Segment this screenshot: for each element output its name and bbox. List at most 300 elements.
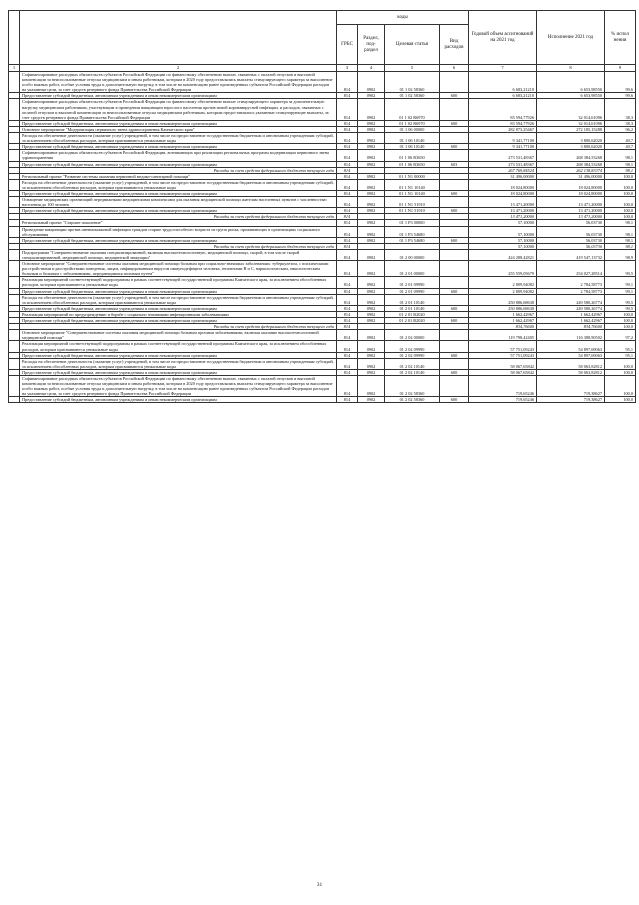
grbs-cell: 814 [337,261,358,277]
item-name-cell: Софинансирование расходных обязательств субъектов Российской Федерации по финансовому обеспечению выплат, связанных с оплатой отпусков и выплатой компенсации за неиспользованные отпуска медицинским и иным работникам, которым в 2020 году предоставлялись выплаты стимулирующего характера за выполнение особо важных работ, особые условия труда и дополнительную нагрузку, в том числе на компенсацию ранее произведенных субъектом Российской Федерации расходов на указанные цели, за счет средств резервного фонда Правительства Российской Федерации [20,375,337,396]
target-article-cell: 01 1 P3 00000 [385,220,440,226]
annual-amount-cell: 31 496,00000 [469,173,537,179]
row-number-cell [9,249,20,260]
item-name-cell: Основное мероприятие "Совершенствование системы оказания медицинской помощи больным при социально-значимых заболеваниях: туберкулезом, с психическими расстройствами и расстройствами поведения, лицам, инфицированным вирусом иммунодефицита человека, гепатитами В и С, наркологическим, онкологическим больным и больным с заболеваниями, передающимися половым путем" [20,261,337,277]
grbs-cell: 814 [337,288,358,294]
expense-type-cell [440,277,469,288]
table-row [9,150,636,161]
percent-cell: 95,1 [605,352,636,358]
annual-amount-cell: 250 886,68630 [469,305,537,311]
grbs-cell: 814 [337,190,358,196]
percent-cell: 100,0 [605,318,636,324]
item-name-cell: Основное мероприятие "Модернизация первичного звена здравоохранения Камчатского края" [20,126,337,132]
section-cell: 0902 [358,197,385,208]
execution-amount-cell: 54 897,69063 [537,341,605,352]
percent-cell: 38,3 [605,120,636,126]
target-article-cell: 01 1 06 10140 [385,144,440,150]
section-cell: 0902 [358,161,385,167]
row-number-cell [9,277,20,288]
annual-amount-cell: 273 531,48367 [469,150,537,161]
percent-cell: 100,0 [605,358,636,369]
item-name-cell: Основное мероприятие "Совершенствование системы оказания медицинской помощи больным прочими заболеваниями, включая оказание высокотехнологичной медицинской помощи" [20,330,337,341]
execution-amount-cell: 31 496,00000 [537,173,605,179]
expense-type-cell: 600 [440,190,469,196]
column-number: 9 [605,65,636,72]
grbs-cell: 814 [337,197,358,208]
target-article-cell: 01 1 06 R3650 [385,150,440,161]
target-article-cell: 01 2 01 R2020 [385,311,440,317]
section-cell: 0902 [358,369,385,375]
row-number-cell [9,358,20,369]
target-article-cell: 01 2 01 09990 [385,277,440,288]
expense-type-cell [440,341,469,352]
percent-cell: 100,0 [605,369,636,375]
target-article-cell: 01 1 02 R6970 [385,120,440,126]
annual-amount-cell: 13 471,20000 [469,214,537,220]
grbs-cell: 814 [337,305,358,311]
expense-type-cell: 600 [440,305,469,311]
row-number-cell [9,72,20,93]
target-article-cell: 01 2 01 10140 [385,294,440,305]
annual-amount-cell: 6 683,21210 [469,93,537,99]
expense-type-cell [440,99,469,120]
item-name-cell: Софинансирование расходных обязательств субъектов Российской Федерации, возникающих при реализации региональных программ модернизации первичного звена здравоохранения [20,150,337,161]
table-row [9,294,636,305]
header-annual: Годовой объем ассигнований на 2021 год [469,11,537,65]
header-execution: Исполнение 2021 год [537,11,605,65]
percent-cell: 99,6 [605,72,636,93]
row-number-cell [9,133,20,144]
item-name-cell: Предоставление субсидий бюджетным, автономным учреждениям и иным некоммерческим организациям [20,144,337,150]
grbs-cell: 814 [337,249,358,260]
target-article-cell: 01 2 01 10140 [385,305,440,311]
annual-amount-cell: 9 341,77100 [469,133,537,144]
grbs-cell: 814 [337,144,358,150]
item-name-cell: Предоставление субсидий бюджетным, автономным учреждениям и иным некоммерческим организациям [20,305,337,311]
percent-cell: 95,1 [605,341,636,352]
table-row [9,249,636,260]
section-cell: 0902 [358,330,385,341]
annual-amount-cell: 719,65246 [469,375,537,396]
annual-amount-cell: 119 798,42405 [469,330,537,341]
table-row [9,397,636,403]
annual-amount-cell: 2 809,94082 [469,288,537,294]
target-article-cell: 01 1 02 58360 [385,93,440,99]
item-name-cell: Реализация мероприятий соответствующей подпрограммы в рамках соответствующей государственной программы Камчатского края, за исключением обособленных расходов, которым присваиваются уникальные коды [20,277,337,288]
target-article-cell: 01 2 01 00000 [385,261,440,277]
execution-amount-cell: 6 653,98550 [537,72,605,93]
execution-amount-cell: 13 471,20000 [537,214,605,220]
item-name-cell: Региональный проект "Развитие системы оказания первичной медико-санитарной помощи" [20,173,337,179]
execution-amount-cell: 249 580,26774 [537,305,605,311]
percent-cell: 98,1 [605,237,636,243]
header-grbs: ГРБС [337,25,358,65]
section-cell: 0902 [358,179,385,190]
percent-cell: 99,5 [605,294,636,305]
section-cell: 0902 [358,288,385,294]
percent-cell: 96,2 [605,126,636,132]
annual-amount-cell: 13 471,20000 [469,197,537,208]
section-cell: 0902 [358,226,385,237]
percent-cell: 98,1 [605,161,636,167]
page-number: 31 [316,882,323,888]
execution-amount-cell: 56,03730 [537,237,605,243]
item-name-cell: Предоставление субсидий бюджетным, автономным учреждениям и иным некоммерческим организациям [20,397,337,403]
section-cell: 0902 [358,311,385,317]
execution-amount-cell: 2 784,58773 [537,277,605,288]
item-name-cell: Расходы на обеспечение деятельности (оказание услуг) учреждений, в том числе на предоставление государственным бюджетным и автономным учреждениям субсидий, за исключением обособленных расходов, которым присваиваются уникальные коды [20,133,337,144]
expense-type-cell: 600 [440,237,469,243]
execution-amount-cell: 419 547,13732 [537,249,605,260]
target-article-cell: 01 1 06 R3650 [385,161,440,167]
percent-cell: 98,1 [605,150,636,161]
grbs-cell: 814 [337,120,358,126]
annual-amount-cell: 2 809,94082 [469,277,537,288]
target-article-cell: 01 1 N1 00000 [385,173,440,179]
item-name-cell: Расходы на обеспечение деятельности (оказание услуг) учреждений, в том числе на предоставление государственным бюджетным и автономным учреждениям субсидий, за исключением обособленных расходов, которым присваиваются уникальные коды [20,294,337,305]
target-article-cell: 01 1 06 00000 [385,126,440,132]
execution-amount-cell: 719,38627 [537,375,605,396]
section-cell: 0902 [358,190,385,196]
grbs-cell: 814 [337,161,358,167]
column-number: 3 [337,65,358,72]
section-cell: 0902 [358,318,385,324]
row-number-cell [9,179,20,190]
item-name-cell: Предоставление субсидий бюджетным, автономным учреждениям и иным некоммерческим организациям [20,190,337,196]
table-row [9,277,636,288]
table-row [9,226,636,237]
grbs-cell: 814 [337,99,358,120]
execution-amount-cell: 834,76600 [537,324,605,330]
annual-amount-cell: 267 769,84524 [469,167,537,173]
grbs-cell: 814 [337,397,358,403]
expense-type-cell [440,294,469,305]
annual-amount-cell: 57,10000 [469,237,537,243]
execution-amount-cell: 56,03730 [537,243,605,249]
execution-amount-cell: 262 138,83374 [537,167,605,173]
percent-cell: 99,5 [605,305,636,311]
annual-amount-cell: 57,10000 [469,220,537,226]
annual-amount-cell: 57,10000 [469,243,537,249]
expense-type-cell [440,358,469,369]
percent-cell: 100,0 [605,324,636,330]
percent-cell: 97,2 [605,330,636,341]
grbs-cell: 814 [337,341,358,352]
expense-type-cell [440,179,469,190]
grbs-cell: 814 [337,214,358,220]
item-name-cell: Расходы за счет средств федерального бюджета текущего года [20,167,337,173]
percent-cell: 38,3 [605,99,636,120]
grbs-cell: 814 [337,133,358,144]
execution-amount-cell: 268 384,53268 [537,161,605,167]
grbs-cell: 814 [337,330,358,341]
annual-amount-cell: 18 024,80000 [469,190,537,196]
expense-type-cell [440,133,469,144]
header-target: Целевая статья [385,25,440,65]
item-name-cell: Проведение вакцинации против пневмококковой инфекции граждан старше трудоспособного возраста из групп риска, проживающих в организациях социального обслуживания [20,226,337,237]
percent-cell: 100,0 [605,173,636,179]
grbs-cell: 814 [337,369,358,375]
annual-amount-cell: 58 067,65842 [469,369,537,375]
grbs-cell: 814 [337,237,358,243]
percent-cell: 100,0 [605,311,636,317]
grbs-cell: 814 [337,226,358,237]
table-row [9,358,636,369]
percent-cell: 100,0 [605,397,636,403]
item-name-cell: Предоставление субсидий бюджетным, автономным учреждениям и иным некоммерческим организациям [20,288,337,294]
execution-amount-cell: 56,03730 [537,220,605,226]
execution-amount-cell: 268 384,53268 [537,150,605,161]
item-name-cell: Предоставление субсидий бюджетным, автономным учреждениям и иным некоммерческим организациям [20,93,337,99]
execution-amount-cell: 32 014,61096 [537,120,605,126]
percent-cell: 98,1 [605,226,636,237]
target-article-cell: 01 2 02 58360 [385,375,440,396]
percent-cell: 100,0 [605,208,636,214]
item-name-cell: Софинансирование расходных обязательств субъектов Российской Федерации по финансовому обеспечению выплат, связанных с оплатой отпусков и выплатой компенсации за неиспользованные отпуска медицинским и иным работникам, которым в 2020 году предоставлялись выплаты стимулирующего характера за выполнение особо важных работ, особые условия труда и дополнительную нагрузку, в том числе на компенсацию ранее произведенных субъектом Российской Федерации расходов на указанные цели, за счет средств резервного фонда Правительства Российской Федерации [20,72,337,93]
row-number-cell [9,294,20,305]
budget-table [8,10,636,403]
column-number: 4 [358,65,385,72]
budget-sheet [8,10,635,403]
column-number: 6 [440,65,469,72]
grbs-cell: 814 [337,72,358,93]
item-name-cell: Предоставление субсидий бюджетным, автономным учреждениям и иным некоммерческим организациям [20,318,337,324]
execution-amount-cell: 6 653,98550 [537,93,605,99]
annual-amount-cell: 58 067,65842 [469,358,537,369]
section-cell: 0902 [358,375,385,396]
execution-amount-cell: 58 063,82812 [537,358,605,369]
section-cell: 0902 [358,120,385,126]
execution-amount-cell: 32 014,61096 [537,99,605,120]
expense-type-cell [440,330,469,341]
target-article-cell: 01 1 N1 10140 [385,190,440,196]
table-row [9,261,636,277]
item-name-cell: Реализация мероприятий соответствующей подпрограммы в рамках соответствующей государственной программы Камчатского края, за исключением обособленных расходов, которым присваиваются уникальные коды [20,341,337,352]
execution-amount-cell: 249 580,26774 [537,294,605,305]
section-cell: 0902 [358,397,385,403]
target-article-cell: 01 1 02 R6970 [385,99,440,120]
annual-amount-cell: 1 662,42967 [469,311,537,317]
section-cell: 0902 [358,341,385,352]
annual-amount-cell: 6 683,21210 [469,72,537,93]
item-name-cell: Предоставление субсидий бюджетным, автономным учреждениям и иным некоммерческим организациям [20,120,337,126]
grbs-cell: 814 [337,173,358,179]
annual-amount-cell: 255 559,05679 [469,261,537,277]
expense-type-cell: 600 [440,369,469,375]
section-cell: 0902 [358,93,385,99]
execution-amount-cell: 2 784,58773 [537,288,605,294]
header-blank-name [20,11,337,65]
grbs-cell: 814 [337,220,358,226]
execution-amount-cell: 58 063,82812 [537,369,605,375]
target-article-cell: 01 2 02 10140 [385,369,440,375]
table-row [9,330,636,341]
execution-amount-cell: 272 185,15288 [537,126,605,132]
section-cell: 0902 [358,277,385,288]
header-exp-type: Вид расходов [440,25,469,65]
header-blank-num [9,11,20,65]
percent-cell: 98,1 [605,220,636,226]
row-number-cell [9,341,20,352]
section-cell: 0902 [358,144,385,150]
section-cell: 0902 [358,150,385,161]
grbs-cell: 814 [337,208,358,214]
percent-cell: 100,0 [605,214,636,220]
section-cell: 0902 [358,126,385,132]
row-number-cell [9,375,20,396]
grbs-cell: 814 [337,294,358,305]
execution-amount-cell: 254 027,28514 [537,261,605,277]
annual-amount-cell: 834,76600 [469,324,537,330]
item-name-cell: Предоставление субсидий бюджетным, автономным учреждениям и иным некоммерческим организациям [20,237,337,243]
item-name-cell: Подпрограмма "Совершенствование оказания специализированной, включая высокотехнологичную, медицинской помощи, скорой, в том числе скорой специализированной, медицинской помощи, медицинской эвакуации" [20,249,337,260]
target-article-cell: 01 2 02 10140 [385,358,440,369]
target-article-cell: 01 2 01 R2020 [385,318,440,324]
percent-cell: 100,0 [605,197,636,208]
expense-type-cell [440,150,469,161]
target-article-cell: 01 1 N1 10140 [385,179,440,190]
execution-amount-cell: 54 897,69063 [537,352,605,358]
column-number-row [9,65,636,72]
expense-type-cell: 600 [440,288,469,294]
row-number-cell [9,99,20,120]
target-article-cell: 01 2 00 00000 [385,249,440,260]
percent-cell: 100,0 [605,179,636,190]
target-article-cell: 01 1 06 10140 [385,133,440,144]
section-cell: 0902 [358,261,385,277]
annual-amount-cell: 1 662,42967 [469,318,537,324]
percent-cell: 40,7 [605,144,636,150]
item-name-cell: Расходы на обеспечение деятельности (оказание услуг) учреждений, в том числе на предоставление государственным бюджетным и автономным учреждениям субсидий, за исключением обособленных расходов, которым присваиваются уникальные коды [20,179,337,190]
grbs-cell: 814 [337,352,358,358]
annual-amount-cell: 57 751,09243 [469,352,537,358]
expense-type-cell: 600 [440,208,469,214]
item-name-cell: Предоставление субсидий бюджетным, автономным учреждениям и иным некоммерческим организациям [20,369,337,375]
item-name-cell: Предоставление субсидий бюджетным, автономным учреждениям и иным некоммерческим организациям [20,161,337,167]
annual-amount-cell: 13 471,20000 [469,208,537,214]
expense-type-cell [440,375,469,396]
row-number-cell [9,226,20,237]
row-number-cell [9,261,20,277]
execution-amount-cell: 719,38627 [537,397,605,403]
annual-amount-cell: 18 024,80000 [469,179,537,190]
execution-amount-cell: 3 800,62020 [537,144,605,150]
section-cell: 0902 [358,358,385,369]
expense-type-cell [440,226,469,237]
table-row [9,197,636,208]
table-row [9,375,636,396]
percent-cell: 99,5 [605,261,636,277]
section-cell: 0902 [358,237,385,243]
grbs-cell: 814 [337,126,358,132]
section-cell: 0902 [358,249,385,260]
annual-amount-cell: 83 594,77926 [469,99,537,120]
item-name-cell: Региональный проект "Старшее поколение" [20,220,337,226]
expense-type-cell: 600 [440,120,469,126]
expense-type-cell: 600 [440,318,469,324]
grbs-cell: 814 [337,277,358,288]
item-name-cell: Софинансирование расходных обязательств субъектов Российской Федерации по финансовому обеспечению выплат стимулирующего характера за дополнительную нагрузку медицинским работникам, участвующим в проведении вакцинации взрослого населения против новой коронавирусной инфекции, и расходов, связанных с оплатой отпусков и выплатой компенсации за неиспользованные отпуска медицинским работникам, которым предоставлялись указанные стимулирующие выплаты, за счет средств резервного фонда Правительства Российской Федерации [20,99,337,120]
execution-amount-cell: 3 800,62020 [537,133,605,144]
expense-type-cell [440,249,469,260]
row-number-cell [9,330,20,341]
grbs-cell: 814 [337,358,358,369]
annual-amount-cell: 719,65246 [469,397,537,403]
execution-amount-cell: 1 662,42967 [537,318,605,324]
percent-cell: 99,6 [605,93,636,99]
expense-type-cell: 600 [440,93,469,99]
table-row [9,99,636,120]
expense-type-cell [440,261,469,277]
expense-type-cell: 600 [440,397,469,403]
expense-type-cell [440,72,469,93]
expense-type-cell: 600 [440,352,469,358]
expense-type-cell: 603 [440,161,469,167]
section-cell: 0902 [358,133,385,144]
table-body [9,65,636,403]
section-cell: 0902 [358,220,385,226]
annual-amount-cell: 282 873,25467 [469,126,537,132]
grbs-cell: 814 [337,167,358,173]
target-article-cell: 01 2 02 09990 [385,341,440,352]
annual-amount-cell: 424 288,42821 [469,249,537,260]
annual-amount-cell: 57,10000 [469,226,537,237]
percent-cell: 99,1 [605,277,636,288]
grbs-cell: 814 [337,93,358,99]
item-name-cell: Расходы за счет средств федерального бюджета текущего года [20,214,337,220]
target-article-cell: 01 1 N1 51910 [385,197,440,208]
column-number: 1 [9,65,20,72]
column-number: 8 [537,65,605,72]
percent-cell: 99,1 [605,288,636,294]
target-article-cell: 01 2 02 09990 [385,352,440,358]
target-article-cell: 01 2 01 09990 [385,288,440,294]
execution-amount-cell: 56,03730 [537,226,605,237]
row-number-cell [9,150,20,161]
section-cell: 0902 [358,72,385,93]
grbs-cell: 814 [337,179,358,190]
item-name-cell: Расходы за счет средств федерального бюджета текущего года [20,243,337,249]
grbs-cell: 814 [337,311,358,317]
grbs-cell: 814 [337,375,358,396]
item-name-cell: Предоставление субсидий бюджетным, автономным учреждениям и иным некоммерческим организациям [20,352,337,358]
execution-amount-cell: 116 388,90502 [537,330,605,341]
row-number-cell [9,197,20,208]
target-article-cell: 01 1 P3 54680 [385,237,440,243]
grbs-cell: 814 [337,150,358,161]
grbs-cell: 814 [337,318,358,324]
execution-amount-cell: 13 471,20000 [537,197,605,208]
execution-amount-cell: 18 024,80000 [537,190,605,196]
percent-cell: 98,1 [605,167,636,173]
percent-cell: 40,7 [605,133,636,144]
percent-cell: 100,0 [605,375,636,396]
header-percent: % испол нения [605,11,636,65]
expense-type-cell [440,197,469,208]
section-cell: 0902 [358,305,385,311]
table-row [9,133,636,144]
section-cell: 0902 [358,294,385,305]
column-number: 7 [469,65,537,72]
target-article-cell: 01 1 N1 51910 [385,208,440,214]
section-cell: 0902 [358,208,385,214]
header-codes-row [9,11,636,25]
item-name-cell: Оснащение медицинских организаций передвижными медицинскими комплексами для оказания медицинской помощи жителям населенных пунктов с численностью населения до 100 человек [20,197,337,208]
section-cell: 0902 [358,352,385,358]
table-row [9,72,636,93]
table-row [9,341,636,352]
item-name-cell: Предоставление субсидий бюджетным, автономным учреждениям и иным некоммерческим организациям [20,208,337,214]
